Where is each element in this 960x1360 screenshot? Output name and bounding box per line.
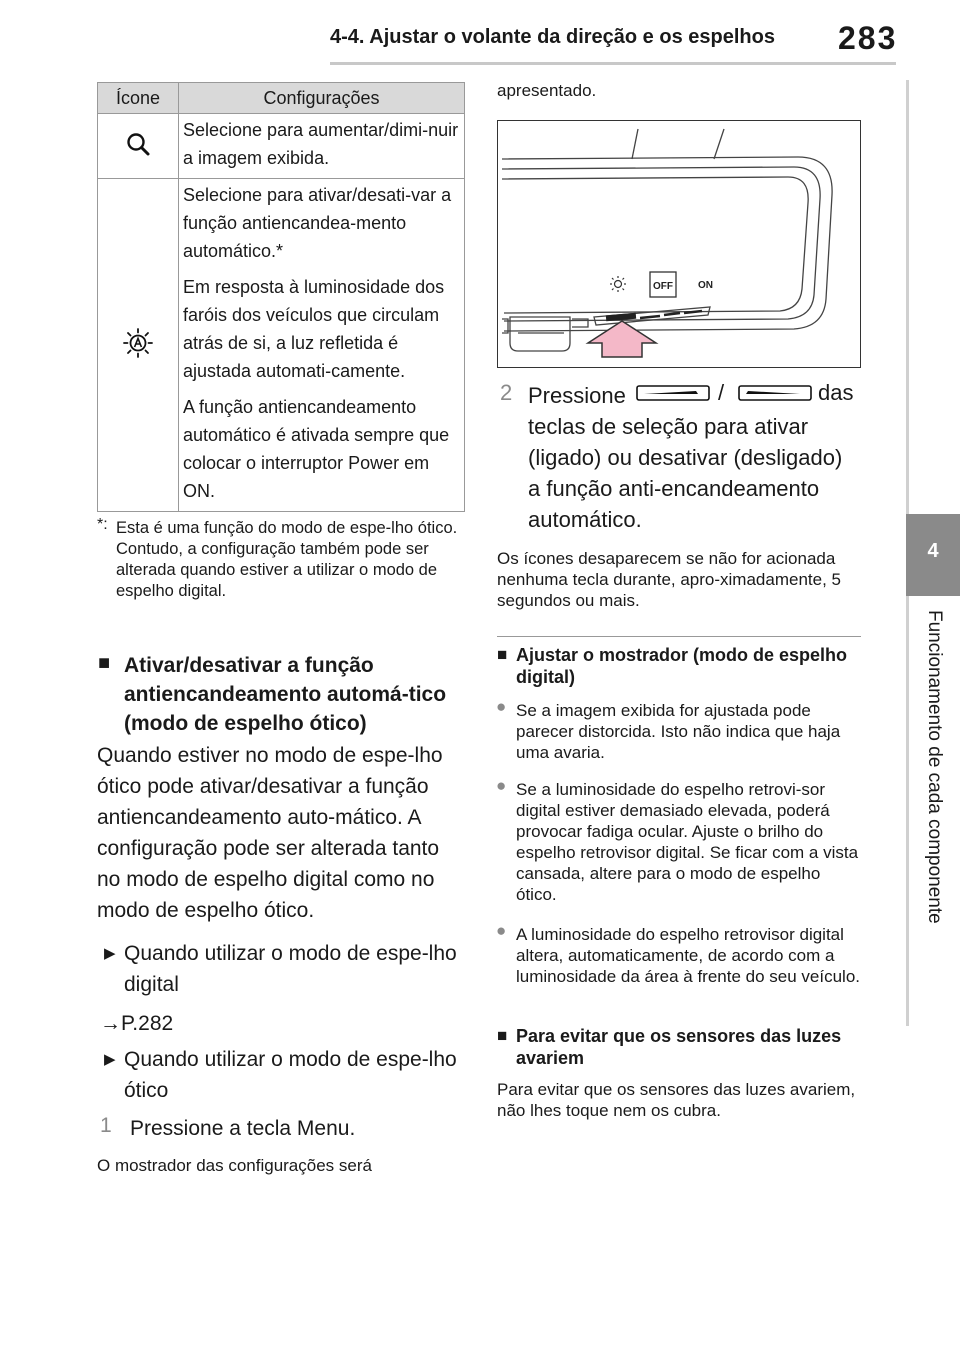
table-row	[98, 114, 465, 179]
left-select-key-icon[interactable]	[636, 385, 710, 401]
page-number: 283	[838, 20, 898, 56]
list-item: Se a luminosidade do espelho retrovi-sor digital estiver demasiado elevada, poderá provocar fadiga ocular. Ajuste o brilho do espelho retrovisor digital. Se ficar com a vista cansada, altere para o modo de espelho ótico.	[516, 780, 859, 904]
step-text-cont: teclas de seleção para ativar (ligado) ou desativar (desligado) a função anti-encandeamento automático.	[528, 414, 843, 532]
step-text: Pressione a tecla Menu.	[130, 1117, 356, 1140]
column-header-icon: Ícone	[98, 83, 179, 114]
settings-table	[97, 82, 465, 512]
description-text: Em resposta à luminosidade dos faróis dos veículos que circulam atrás de si, a luz refletida é ajustada automati-camente.	[183, 277, 445, 381]
section-title: Ativar/desativar a função antiencandeamento automá-tico (modo de espelho ótico)	[124, 654, 447, 735]
chapter-number: 4	[927, 540, 939, 562]
description-text: Selecione para aumentar/dimi-nuir a imagem exibida.	[183, 120, 459, 168]
mirror-illustration	[497, 120, 861, 368]
side-rule-top	[906, 80, 909, 520]
subsection-text: Quando utilizar o modo de espe-lho ótico	[124, 1048, 457, 1102]
description-cell	[179, 179, 465, 512]
icon-cell	[98, 179, 179, 512]
list-item: Se a imagem exibida for ajustada pode parecer distorcida. Isto não indica que haja uma avaria.	[516, 701, 841, 762]
key-separator: /	[718, 380, 725, 405]
column-header-config: Configurações	[179, 83, 465, 114]
triangle-bullet-icon: ▶	[104, 945, 116, 962]
bullet-icon: ●	[496, 921, 507, 940]
pink-pointer-arrow	[588, 321, 656, 357]
section-square-marker: ■	[497, 1026, 508, 1045]
section-body: Quando estiver no modo de espe-lho ótico pode ativar/desativar a função antiencandeamento auto-mático. A configuração pode ser alterada tanto no modo de espelho digital como no modo de espelho ótico.	[97, 744, 443, 922]
step-number: 1	[100, 1114, 112, 1137]
section-square-marker: ■	[497, 645, 508, 664]
magnifier-icon	[125, 131, 151, 157]
off-label: OFF	[653, 281, 673, 292]
description-cell	[179, 114, 465, 179]
description-text: Selecione para ativar/desati-var a função antiencandea-mento automático.*	[183, 185, 452, 261]
step-text-end: das	[818, 380, 854, 405]
section-square-marker: ■	[98, 652, 111, 674]
chapter-label-wrap	[905, 600, 959, 980]
bullet-icon: ●	[496, 697, 507, 716]
section-title: Para evitar que os sensores das luzes avariem	[516, 1026, 842, 1068]
description-text: A função antiencandeamento automático é ativada sempre que colocar o interruptor Power em ON.	[183, 397, 450, 501]
section-heading: 4-4. Ajustar o volante da direção e os espelhos	[330, 26, 775, 48]
right-select-key-icon[interactable]	[738, 385, 812, 401]
table-row	[98, 179, 465, 512]
subsection-text: Quando utilizar o modo de espe-lho digital	[124, 942, 457, 996]
step-note: O mostrador das configurações será	[97, 1156, 372, 1175]
chapter-label: Funcionamento de cada componente	[924, 610, 945, 924]
triangle-bullet-icon: ▶	[104, 1051, 116, 1068]
step-text: Pressione	[528, 383, 626, 408]
section-body: Para evitar que os sensores das luzes avariem, não lhes toque nem os cubra.	[497, 1080, 856, 1120]
step-number: 2	[500, 380, 513, 405]
divider	[497, 636, 861, 637]
on-label: ON	[698, 280, 713, 291]
list-item: A luminosidade do espelho retrovisor digital altera, automaticamente, de acordo com a luminosidade da área à frente do seu veículo.	[516, 925, 861, 986]
auto-antiglare-icon	[121, 326, 155, 360]
step-note: Os ícones desaparecem se não for acionada nenhuma tecla durante, apro-ximadamente, 5 segundos ou mais.	[497, 549, 841, 610]
bullet-icon: ●	[496, 776, 507, 795]
page-reference-link[interactable]: →P.282	[100, 1012, 174, 1035]
icon-cell	[98, 114, 179, 179]
footnote-mark: *:	[97, 516, 108, 533]
footnote-text: Esta é uma função do modo de espe-lho ótico. Contudo, a configuração também pode ser alterada quando estiver a utilizar o modo de espelho digital.	[116, 519, 458, 600]
section-title: Ajustar o mostrador (modo de espelho digital)	[516, 645, 848, 687]
table-header-row	[98, 83, 465, 114]
header-rule	[330, 62, 896, 65]
continued-text: apresentado.	[497, 81, 597, 100]
mirror-drawing	[498, 121, 860, 367]
